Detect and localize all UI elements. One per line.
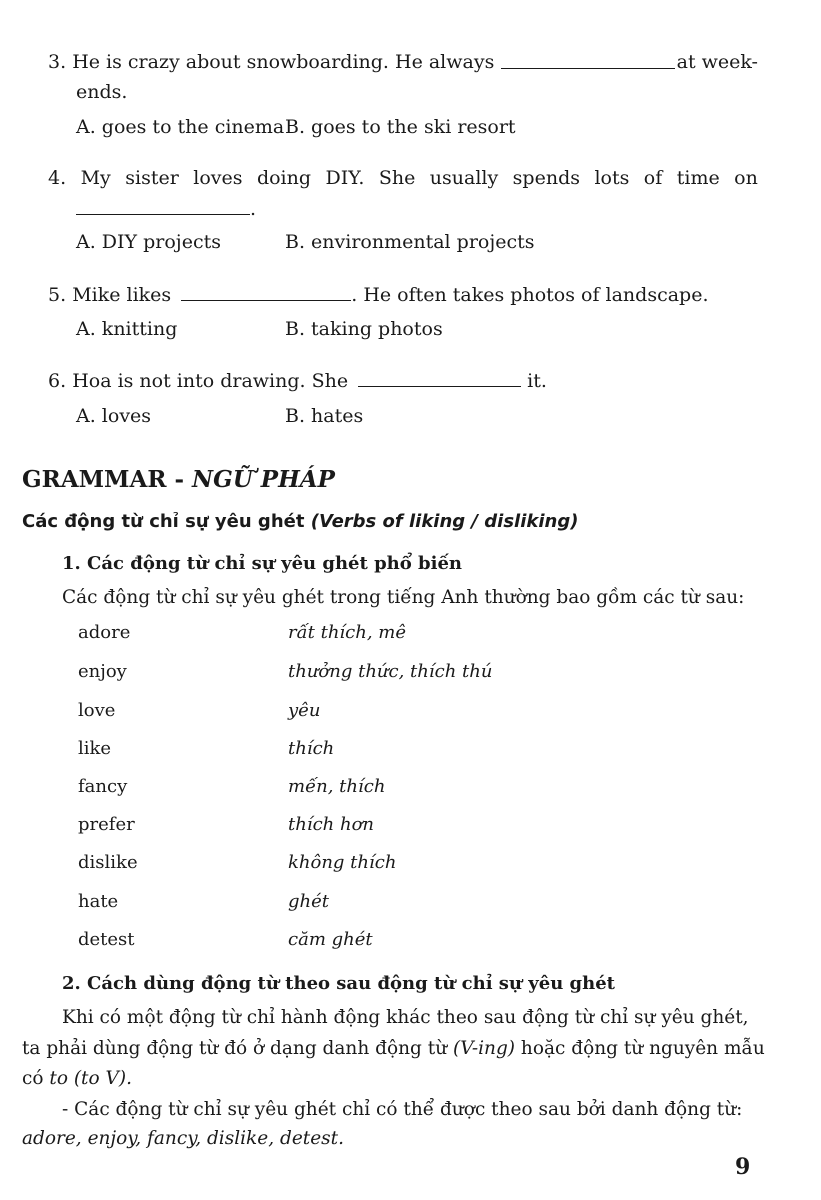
subsection-2-line4: - Các động từ chỉ sự yêu ghét chỉ có thể được theo sau bởi danh động từ: bbox=[62, 1099, 743, 1120]
verb-vi: thích hơn bbox=[288, 814, 375, 835]
exercise-6 bbox=[48, 368, 547, 393]
exercise-number: 3. bbox=[48, 51, 67, 73]
exercise-3-continuation: ends. bbox=[76, 81, 128, 103]
option-a: A. loves bbox=[76, 405, 152, 427]
exercise-text-after: . He often takes photos of landscape. bbox=[351, 284, 709, 306]
subsection-1-title: 1. Các động từ chỉ sự yêu ghét phổ biến bbox=[62, 553, 462, 574]
exercise-number: 4. bbox=[48, 167, 67, 189]
verb-en: love bbox=[78, 700, 116, 721]
verb-en: hate bbox=[78, 891, 119, 912]
answer-blank[interactable] bbox=[76, 196, 250, 215]
option-a: A. goes to the cinema bbox=[76, 116, 285, 138]
answer-blank[interactable] bbox=[358, 368, 521, 387]
exercise-text: Hoa is not into drawing. She bbox=[72, 370, 349, 392]
exercise-4-line1: 4. My sister loves doing DIY. She usually spends lots of time on bbox=[48, 167, 758, 189]
verb-en: fancy bbox=[78, 776, 128, 797]
exercise-number: 5. bbox=[48, 284, 67, 306]
verb-vi: không thích bbox=[288, 852, 397, 873]
verb-en: detest bbox=[78, 929, 135, 950]
verb-vi: yêu bbox=[288, 700, 321, 721]
option-a: A. knitting bbox=[76, 318, 178, 340]
option-b: B. environmental projects bbox=[285, 231, 535, 253]
verb-en: dislike bbox=[78, 852, 138, 873]
verb-vi: mến, thích bbox=[288, 776, 386, 797]
option-a: A. DIY projects bbox=[76, 231, 221, 253]
section-title: Các động từ chỉ sự yêu ghét (Verbs of liking / disliking) bbox=[22, 511, 579, 532]
subsection-2-line3: có to (to V). bbox=[22, 1068, 132, 1089]
verb-vi: rất thích, mê bbox=[288, 622, 407, 643]
subsection-2-line1: Khi có một động từ chỉ hành động khác theo sau động từ chỉ sự yêu ghét, bbox=[62, 1007, 749, 1028]
exercise-text: Mike likes bbox=[72, 284, 172, 306]
exercise-4 bbox=[48, 166, 758, 190]
exercise-text-after: it. bbox=[527, 370, 547, 392]
exercise-3 bbox=[48, 50, 758, 74]
verb-vi: thích bbox=[288, 738, 335, 759]
verb-vi: ghét bbox=[288, 891, 330, 912]
exercise-4-line2 bbox=[76, 196, 256, 221]
verb-en: prefer bbox=[78, 814, 135, 835]
exercise-number: 6. bbox=[48, 370, 67, 392]
subsection-2-line2: ta phải dùng động từ đó ở dạng danh động từ (V-ing) hoặc động từ nguyên mẫu bbox=[22, 1038, 765, 1059]
subsection-2-title: 2. Cách dùng động từ theo sau động từ chỉ sự yêu ghét bbox=[62, 973, 615, 994]
page-number: 9 bbox=[735, 1154, 751, 1180]
verb-vi: căm ghét bbox=[288, 929, 373, 950]
verb-en: adore bbox=[78, 622, 131, 643]
verb-vi: thưởng thức, thích thú bbox=[288, 661, 493, 682]
exercise-text-after: . bbox=[250, 198, 257, 220]
subsection-2-line5: adore, enjoy, fancy, dislike, detest. bbox=[22, 1128, 344, 1149]
exercise-text-after: at week- bbox=[676, 51, 758, 73]
grammar-heading-vi: NGỮ PHÁP bbox=[192, 466, 335, 493]
grammar-heading-en: GRAMMAR - bbox=[22, 466, 193, 493]
subsection-1-intro: Các động từ chỉ sự yêu ghét trong tiếng Anh thường bao gồm các từ sau: bbox=[62, 587, 745, 608]
answer-blank[interactable] bbox=[181, 282, 351, 301]
section-title-en: (Verbs of liking / disliking) bbox=[310, 511, 579, 532]
verb-en: like bbox=[78, 738, 112, 759]
option-b: B. taking photos bbox=[285, 318, 443, 340]
exercise-5 bbox=[48, 282, 709, 307]
option-b: B. hates bbox=[285, 405, 364, 427]
option-b: B. goes to the ski resort bbox=[285, 116, 516, 138]
exercise-text: He is crazy about snowboarding. He always bbox=[72, 51, 495, 73]
grammar-heading bbox=[22, 466, 335, 494]
answer-blank[interactable] bbox=[501, 50, 675, 69]
exercise-3-line1 bbox=[48, 50, 758, 74]
verb-en: enjoy bbox=[78, 661, 127, 682]
